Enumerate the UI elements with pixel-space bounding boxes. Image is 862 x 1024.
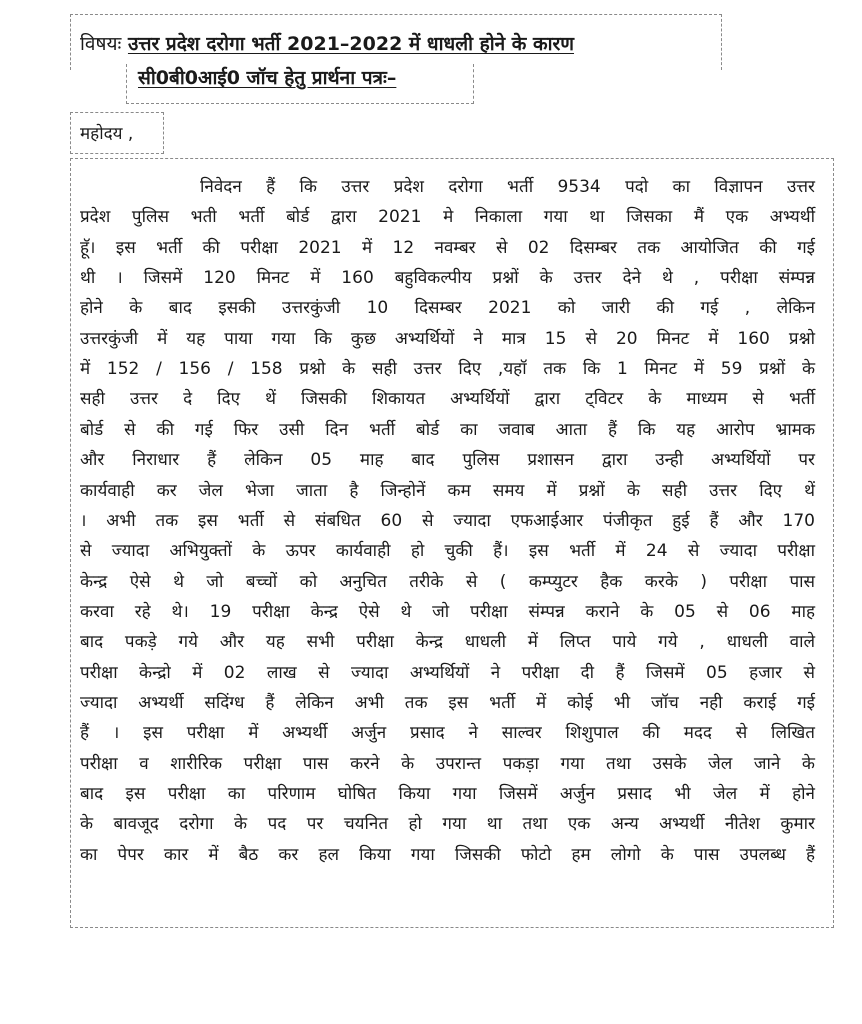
body-line: परीक्षा केन्द्रो में 02 लाख से ज्यादा अभ्यर्थियों ने परीक्षा दी हैं जिसमें 05 हजार से bbox=[80, 662, 815, 683]
body-line: से ज्यादा अभियुक्तों के ऊपर कार्यवाही हो चुकी हैं। इस भर्ती में 24 से ज्यादा परीक्षा bbox=[80, 541, 815, 562]
body-line: केन्द्र ऐसे थे जो बच्चों को अनुचित तरीके से ( कम्प्युटर हैक करके ) परीक्षा पास bbox=[80, 571, 815, 592]
body-line: के बावजूद दरोगा के पद पर चयनित हो गया था तथा एक अन्य अभ्यर्थी नीतेश कुमार bbox=[80, 814, 815, 835]
body-line: और निराधार हैं लेकिन 05 माह बाद पुलिस प्रशासन द्वारा उन्ही अभ्यर्थियों पर bbox=[80, 450, 815, 471]
body-line: थी । जिसमें 120 मिनट में 160 बहुविकल्पीय प्रश्नों के उत्तर देने थे , परीक्षा संम्पन्न bbox=[80, 268, 815, 289]
body-line: ज्यादा अभ्यर्थी सदिंग्ध हैं लेकिन अभी तक इस भर्ती में कोई भी जॉच नही कराई गई bbox=[80, 692, 815, 713]
body-line: बोर्ड से की गई फिर उसी दिन भर्ती बोर्ड का जवाब आता हैं कि यह आरोप भ्रामक bbox=[80, 419, 815, 440]
body-line: सही उत्तर दे दिए थें जिसकी शिकायत अभ्यर्थियों द्वारा ट्विटर के माध्यम से भर्ती bbox=[80, 389, 815, 410]
body-line: में 152 / 156 / 158 प्रश्नो के सही उत्तर दिए ,यहॉ तक कि 1 मिनट में 59 प्रश्नों के bbox=[80, 359, 815, 380]
subject-title-line-1: उत्तर प्रदेश दरोगा भर्ती 2021–2022 में धाधली होने के कारण bbox=[127, 33, 575, 55]
body-line: हूॅ। इस भर्ती की परीक्षा 2021 में 12 नवम्बर से 02 दिसम्बर तक आयोजित की गई bbox=[80, 237, 815, 258]
body-line: बाद पकड़े गये और यह सभी परीक्षा केन्द्र धाधली में लिप्त पाये गये , धाधली वाले bbox=[80, 632, 815, 653]
body-line: । अभी तक इस भर्ती से संबधित 60 से ज्यादा एफआईआर पंजीकृत हुई हैं और 170 bbox=[80, 510, 815, 531]
subject-line-2 bbox=[138, 64, 396, 92]
body-line: उत्तरकुंजी में यह पाया गया कि कुछ अभ्यर्थियों ने मात्र 15 से 20 मिनट में 160 प्रश्नो bbox=[80, 328, 815, 349]
body-line: हैं । इस परीक्षा में अभ्यर्थी अर्जुन प्रसाद ने साल्वर शिशुपाल की मदद से लिखित bbox=[80, 723, 815, 744]
body-line: बाद इस परीक्षा का परिणाम घोषित किया गया जिसमें अर्जुन प्रसाद भी जेल में होने bbox=[80, 784, 815, 804]
subject-label: विषयः bbox=[80, 33, 122, 55]
subject-line-1 bbox=[80, 30, 574, 58]
body-line: कार्यवाही कर जेल भेजा जाता है जिन्होनें कम समय में प्रश्नों के सही उत्तर दिए थें bbox=[80, 480, 815, 501]
body-line: निवेदन हैं कि उत्तर प्रदेश दरोगा भर्ती 9534 पदो का विज्ञापन उत्तर bbox=[200, 177, 815, 197]
next-page-line-clipped bbox=[80, 1012, 815, 1024]
body-line: परीक्षा व शारीरिक परीक्षा पास करने के उपरान्त पकड़ा गया तथा उसके जेल जाने के bbox=[80, 753, 815, 774]
body-line: प्रदेश पुलिस भती भर्ती बोर्ड द्वारा 2021 मे निकाला गया था जिसका मैं एक अभ्यर्थी bbox=[80, 207, 815, 228]
body-line: करवा रहे थे। 19 परीक्षा केन्द्र ऐसे थे जो परीक्षा संम्पन्न कराने के 05 से 06 माह bbox=[80, 601, 815, 622]
subject-title-line-2: सी0बी0आई0 जॉच हेतु प्रार्थना पत्रः– bbox=[138, 67, 397, 89]
body-line: होने के बाद इसकी उत्तरकुंजी 10 दिसम्बर 2021 को जारी की गई , लेकिन bbox=[80, 298, 815, 319]
body-line: का पेपर कार में बैठ कर हल किया गया जिसकी फोटो हम लोगो के पास उपलब्ध हैं bbox=[80, 844, 815, 865]
salutation: महोदय , bbox=[80, 124, 134, 144]
